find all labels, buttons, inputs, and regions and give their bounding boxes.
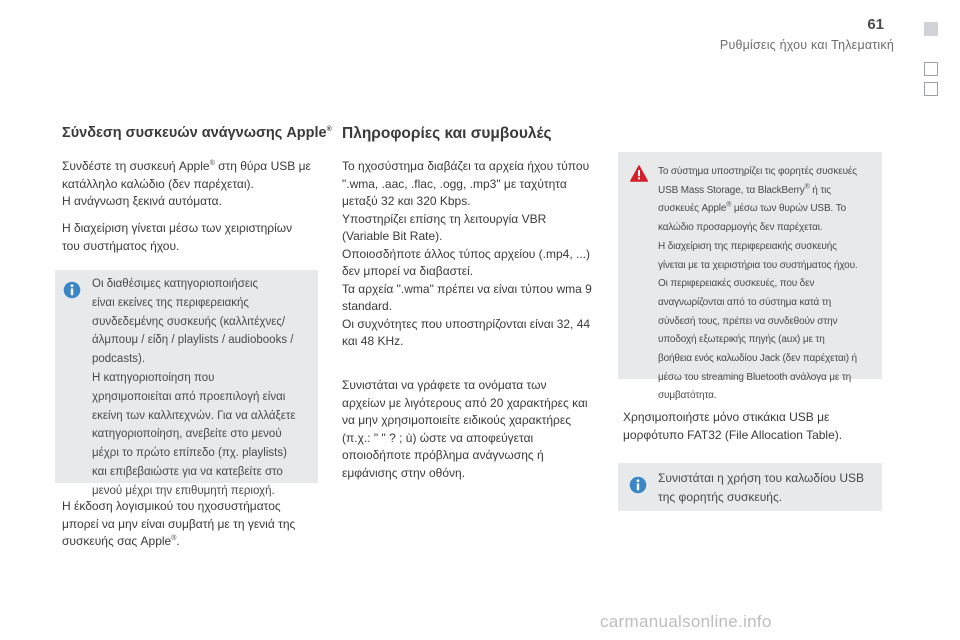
watermark: carmanualsonline.info (600, 612, 772, 631)
page-number: 61 (867, 16, 884, 33)
apple-section-heading: Σύνδεση συσκευών ανάγνωσης Apple® (62, 125, 332, 141)
info-icon (63, 281, 81, 299)
fat32-paragraph: Χρησιμοποιήστε μόνο στικάκια USB με μορφότυπο FAT32 (File Allocation Table). (623, 410, 843, 442)
apple-control-paragraph: Η διαχείριση γίνεται μέσω των χειριστηρίων του συστήματος ήχου. (62, 221, 293, 253)
categorization-info-text: Οι διαθέσιμες κατηγοριοποιήσεις είναι εκείνες της περιφερειακής συνδεδεμένης συσκευής (καλλιτέχνες/ άλμπουμ / είδη / playlists / audiobooks / podcasts). Η κατηγοριοποίηση που χρησιμοποιείται από προεπιλογή είναι εκείνη των καλλιτεχνών. Για να αλλάξετε κατηγοριοποίηση, ανεβείτε στο μενού μέχρι το πρώτο επίπεδο (πχ. playlists) και επιβεβαιώστε για να κατεβείτε στο μενού μέχρι την επιθυμητή περιοχή. (92, 278, 296, 497)
chapter-tab-active (924, 22, 938, 36)
software-compat-paragraph: Η έκδοση λογισμικού του ηχοσυστήματος μπορεί να μην είναι συμβατή με τη γενιά της συσκευής σας Apple®. (62, 499, 296, 548)
categorization-info-box (55, 270, 318, 497)
supported-devices-warning-box (618, 152, 882, 402)
side-strip (906, 0, 960, 640)
usb-cable-info-box (618, 463, 882, 511)
supported-devices-warning-text: Το σύστημα υποστηρίζει τις φορητές συσκευές USB Mass Storage, τα BlackBerry® ή τις συσκευές Apple® μέσω των θυρών USB. Το καλώδιο προσαρμογής δεν παρέχεται. Η διαχείριση της περιφερειακής συσκευής γίνεται με τα χειριστήρια του συστήματος ήχου. Οι περιφερειακές συσκευές, που δεν αναγνωρίζονται από το σύστημα κατά τη σύνδεσή τους, πρέπει να συνδεθούν στην υποδοχή εξωτερικής πηγής (aux) με τη βοήθεια ενός καλωδίου Jack (δεν παρέχεται) ή μέσω του streaming Bluetooth ανάλογα με τη συμβατότητα. (658, 166, 858, 402)
usb-cable-info-text: Συνιστάται η χρήση του καλωδίου USB της φορητής συσκευής. (658, 471, 864, 504)
chapter-tab (924, 82, 938, 96)
warning-icon (630, 165, 648, 182)
info-icon (629, 476, 647, 494)
file-formats-paragraph: Το ηχοσύστημα διαβάζει τα αρχεία ήχου τύπου ".wma, .aac, .flac, .ogg, .mp3" με ταχύτητα μεταξύ 32 και 320 Kbps. Υποστηρίζει επίσης τη λειτουργία VBR (Variable Bit Rate). Οποιοσδήποτε άλλος τύπος αρχείου (.mp4, ...) δεν μπορεί να διαβαστεί. Τα αρχεία ".wma" πρέπει να είναι τύπου wma 9 standard. Οι συχνότητες που υποστηρίζονται είναι 32, 44 και 48 KHz. (342, 159, 592, 348)
section-title: Ρυθμίσεις ήχου και Τηλεματική (719, 38, 894, 52)
apple-connect-paragraph: Συνδέστε τη συσκευή Apple® στη θύρα USB με κατάλληλο καλώδιο (δεν παρέχεται). Η ανάγνωση ξεκινά αυτόματα. (62, 159, 311, 208)
filename-advice-paragraph: Συνιστάται να γράφετε τα ονόματα των αρχείων με λιγότερους από 20 χαρακτήρες και να μην χρησιμοποιείτε ειδικούς χαρακτήρες (π.χ.: " " ? ; ù) ώστε να αποφεύγεται οποιοδήποτε πρόβλημα ανάγνωσης ή εμφάνισης στην οθόνη. (342, 378, 588, 480)
chapter-tab (924, 62, 938, 76)
info-section-heading: Πληροφορίες και συμβουλές (342, 125, 552, 142)
